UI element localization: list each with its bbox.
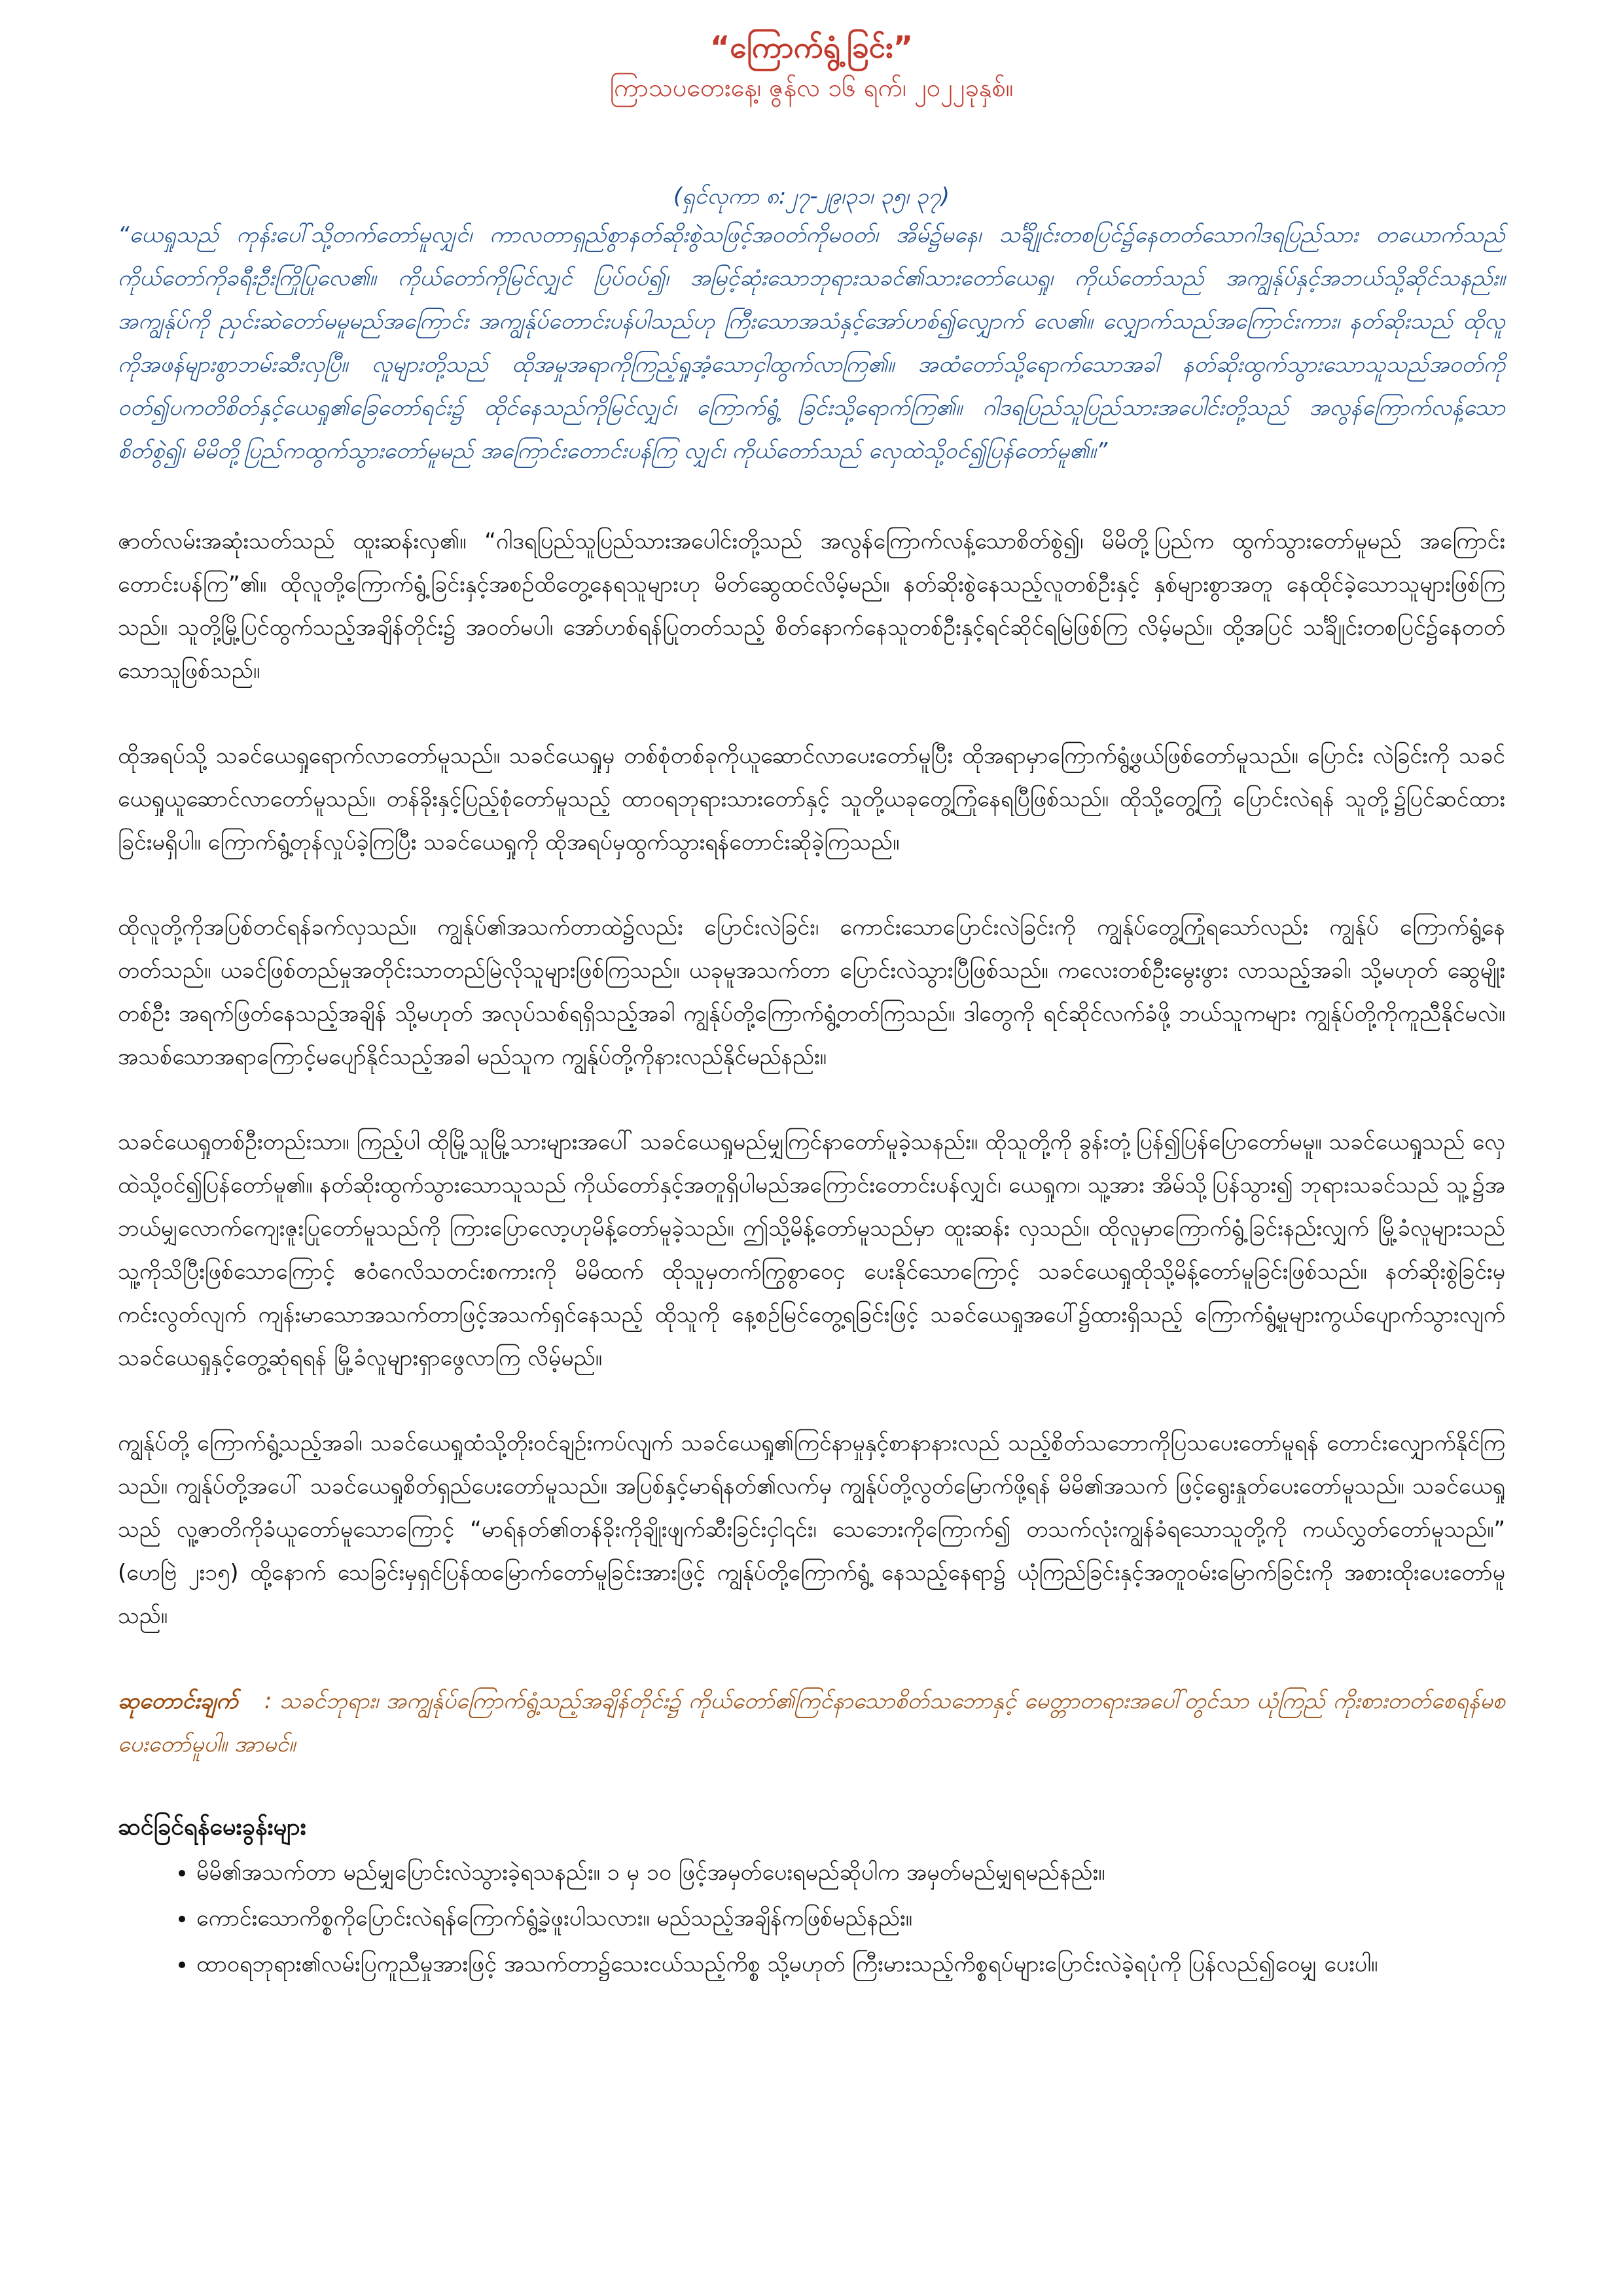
prayer-label: ဆုတောင်းချက်	[118, 1688, 238, 1714]
questions-heading: ဆင်ခြင်ရန်မေးခွန်းများ	[118, 1814, 306, 1840]
body-paragraph: ကျွန်ုပ်တို့ ကြောက်ရွံ့သည့်အခါ၊ သခင်ယေရှုထံသို့တိုးဝင်ချဉ်းကပ်လျက် သခင်ယေရှု၏ကြင်နာမှုနှင့်စာနာနားလည် သည့်စိတ်သဘောကိုပြသပေးတော်မူရန် တောင်းလျှောက်နိုင်ကြသည်။ ကျွန်ုပ်တို့အပေါ် သခင်ယေရှုစိတ်ရှည်ပေးတော်မူသည်။ အပြစ်နှင့်မာရ်နတ်၏လက်မှ ကျွန်ုပ်တို့လွတ်မြောက်ဖို့ရန် မိမိ၏အသက် ဖြင့်ရွေးနှုတ်ပေးတော်မူသည်။ သခင်ယေရှုသည် လူ့ဇာတိကိုခံယူတော်မူသောကြောင့် “မာရ်နတ်၏တန်ခိုးကိုချိုးဖျက်ဆီးခြင်းငှါ၎င်း၊ သေဘေးကိုကြောက်၍ တသက်လုံးကျွန်ခံရသောသူတို့ကို ကယ်လွှတ်တော်မူသည်။” (ဟေဗြဲ ၂း၁၅) ထို့နောက် သေခြင်းမှရှင်ပြန်ထမြောက်တော်မူခြင်းအားဖြင့် ကျွန်ုပ်တို့ကြောက်ရွံ့ နေသည့်နေရာ၌ ယုံကြည်ခြင်းနှင့်အတူဝမ်းမြောက်ခြင်းကို အစားထိုးပေးတော်မူသည်။	[118, 1430, 1505, 1629]
question-item: • မိမိ၏အသက်တာ မည်မျှပြောင်းလဲသွားခဲ့ရသနည်း။ ၁ မှ ၁၀ ဖြင့်အမှတ်ပေးရမည်ဆိုပါက အမှတ်မည်မျှရမည်နည်း။	[196, 1851, 1505, 1894]
body-paragraph: ထိုအရပ်သို့ သခင်ယေရှုရောက်လာတော်မူသည်။ သခင်ယေရှုမှ တစ်စုံတစ်ခုကိုယူဆောင်လာပေးတော်မူပြီး ထိုအရာမှာကြောက်ရွံ့ဖွယ်ဖြစ်တော်မူသည်။ ပြောင်း လဲခြင်းကို သခင်ယေရှုယူဆောင်လာတော်မူသည်။ တန်ခိုးနှင့်ပြည့်စုံတော်မူသည့် ထာဝရဘုရားသားတော်နှင့် သူတို့ယခုတွေ့ကြုံနေရပြီဖြစ်သည်။ ထိုသို့တွေ့ကြုံ ပြောင်းလဲရန် သူတို့၌ပြင်ဆင်ထားခြင်းမရှိပါ။ ကြောက်ရွံ့တုန်လှုပ်ခဲ့ကြပြီး သခင်ယေရှုကို ထိုအရပ်မှထွက်သွားရန်တောင်းဆိုခဲ့ကြသည်။	[118, 743, 1505, 855]
body-paragraph: ဇာတ်လမ်းအဆုံးသတ်သည် ထူးဆန်းလှ၏။ “ဂါဒရပြည်သူပြည်သားအပေါင်းတို့သည် အလွန်ကြောက်လန့်သောစိတ်စွဲ၍၊ မိမိတို့ပြည်က ထွက်သွားတော်မူမည် အကြောင်းတောင်းပန်ကြ”၏။ ထိုလူတို့ကြောက်ရွံ့ခြင်းနှင့်အစဉ်ထိတွေ့နေရသူများဟု မိတ်ဆွေထင်လိမ့်မည်။ နတ်ဆိုးစွဲနေသည့်လူတစ်ဦးနှင့် နှစ်များစွာအတူ နေထိုင်ခဲ့သောသူများဖြစ်ကြသည်။ သူတို့မြို့ပြင်ထွက်သည့်အချိန်တိုင်း၌ အဝတ်မပါ၊ အော်ဟစ်ရန်ပြုတတ်သည့် စိတ်နောက်နေသူတစ်ဦးနှင့်ရင်ဆိုင်ရမြဲဖြစ်ကြ လိမ့်မည်။ ထို့အပြင် သင်္ချိုင်းတစပြင်၌နေတတ်သောသူဖြစ်သည်။	[118, 528, 1505, 684]
prayer-text: : သခင်ဘုရား၊ အကျွန်ုပ်ကြောက်ရွံ့သည့်အချိန်တိုင်း၌ ကိုယ်တော်၏ကြင်နာသောစိတ်သဘောနှင့် မေတ္တာတရားအပေါ်တွင်သာ ယုံကြည် ကိုးစားတတ်စေရန်မစပေးတော်မူပါ။ အာမင်။	[118, 1688, 1505, 1757]
page-title: “ကြောက်ရွံ့ခြင်း”	[709, 29, 913, 65]
prayer	[118, 1679, 1505, 1766]
page-date: ကြာသပတေးနေ့၊ ဇွန်လ ၁၆ ရက်၊ ၂၀၂၂ခုနှစ်။	[609, 73, 1014, 102]
questions-list	[118, 1851, 1505, 1986]
body-paragraph: ထိုလူတို့ကိုအပြစ်တင်ရန်ခက်လှသည်။ ကျွန်ုပ်၏အသက်တာထဲ၌လည်း ပြောင်းလဲခြင်း၊ ကောင်းသောပြောင်းလဲခြင်းကို ကျွန်ုပ်တွေ့ကြုံရသော်လည်း ကျွန်ုပ် ကြောက်ရွံ့နေတတ်သည်။ ယခင်ဖြစ်တည်မှုအတိုင်းသာတည်မြဲလိုသူများဖြစ်ကြသည်။ ယခုမူအသက်တာ ပြောင်းလဲသွားပြီဖြစ်သည်။ ကလေးတစ်ဦးမွေးဖွား လာသည့်အခါ၊ သို့မဟုတ် ဆွေမျိုးတစ်ဦး အရက်ဖြတ်နေသည့်အချိန် သို့မဟုတ် အလုပ်သစ်ရရှိသည့်အခါ ကျွန်ုပ်တို့ကြောက်ရွံ့တတ်ကြသည်။ ဒါတွေကို ရင်ဆိုင်လက်ခံဖို့ ဘယ်သူကများ ကျွန်ုပ်တို့ကိုကူညီနိုင်မလဲ။ အသစ်သောအရာကြောင့်မပျော်နိုင်သည့်အခါ မည်သူက ကျွန်ုပ်တို့ကိုနားလည်နိုင်မည်နည်း။	[118, 914, 1505, 1070]
body-paragraph: သခင်ယေရှုတစ်ဦးတည်းသာ။ ကြည့်ပါ ထိုမြို့သူမြို့သားများအပေါ် သခင်ယေရှုမည်မျှကြင်နာတော်မူခဲ့သနည်း။ ထိုသူတို့ကို ခွန်းတုံ့ပြန်၍ပြန်ပြောတော်မမူ။ သခင်ယေရှုသည် လှေထဲသို့ဝင်၍ပြန်တော်မူ၏။ နတ်ဆိုးထွက်သွားသောသူသည် ကိုယ်တော်နှင့်အတူရှိပါမည်အကြောင်းတောင်းပန်လျှင်၊ ယေရှုက၊ သူ့အား အိမ်သို့ပြန်သွား၍ ဘုရားသခင်သည် သူ့၌အဘယ်မျှလောက်ကျေးဇူးပြုတော်မူသည်ကို ကြားပြောလော့ဟုမိန့်တော်မူခဲ့သည်။ ဤသို့မိန့်တော်မူသည်မှာ ထူးဆန်း လှသည်။ ထိုလူမှာကြောက်ရွံ့ခြင်းနည်းလျှက် မြို့ခံလူများသည် သူ့ကိုသိပြီးဖြစ်သောကြောင့် ဧဝံဂေလိသတင်းစကားကို မိမိထက် ထိုသူမှတက်ကြွစွာဝေငှ ပေးနိုင်သောကြောင့် သခင်ယေရှုထိုသို့မိန့်တော်မူခြင်းဖြစ်သည်။ နတ်ဆိုးစွဲခြင်းမှကင်းလွတ်လျက် ကျန်းမာသောအသက်တာဖြင့်အသက်ရှင်နေသည့် ထိုသူကို နေ့စဉ်မြင်တွေ့ရခြင်းဖြင့် သခင်ယေရှုအပေါ်၌ထားရှိသည့် ကြောက်ရွံ့မှုများကွယ်ပျောက်သွားလျက် သခင်ယေရှုနှင့်တွေ့ဆုံရရန် မြို့ခံလူများရှာဖွေလာကြ လိမ့်မည်။	[118, 1129, 1505, 1371]
scripture-reference: (ရှင်လုကာ ၈:၂၇-၂၉၊၃၁၊ ၃၅၊ ၃၇)	[673, 183, 950, 209]
devotional-page	[118, 26, 1505, 1988]
question-item: • ထာဝရဘုရား၏လမ်းပြကူညီမှုအားဖြင့် အသက်တာ၌သေးငယ်သည့်ကိစ္စ သို့မဟုတ် ကြီးမားသည့်ကိစ္စရပ်များပြောင်းလဲခဲ့ရပုံကို ပြန်လည်၍ဝေမျှ ပေးပါ။	[196, 1943, 1505, 1986]
question-item: • ကောင်းသောကိစ္စကိုပြောင်းလဲရန်ကြောက်ရွံ့ခဲ့ဖူးပါသလား။ မည်သည့်အချိန်ကဖြစ်မည်နည်း။	[196, 1897, 1505, 1940]
scripture-text: “ယေရှုသည် ကုန်းပေါ်သို့တက်တော်မူလျှင်၊ ကာလတာရှည်စွာနတ်ဆိုးစွဲသဖြင့်အဝတ်ကိုမဝတ်၊ အိမ်၌မနေ၊ သင်္ချိုင်းတစပြင်၌နေတတ်သောဂါဒရပြည်သား တယောက်သည် ကိုယ်တော်ကိုခရီးဦးကြိုပြုလေ၏။ ကိုယ်တော်ကိုမြင်လျှင် ပြပ်ဝပ်၍၊ အမြင့်ဆုံးသောဘုရားသခင်၏သားတော်ယေရှု၊ ကိုယ်တော်သည် အကျွန်ုပ်နှင့်အဘယ်သို့ဆိုင်သနည်း။ အကျွန်ုပ်ကို ညှင်းဆဲတော်မမူမည်အကြောင်း အကျွန်ုပ်တောင်းပန်ပါသည်ဟု ကြီးသောအသံနှင့်အော်ဟစ်၍လျှောက် လေ၏။ လျှောက်သည်အကြောင်းကား၊ နတ်ဆိုးသည် ထိုလူကိုအဖန်များစွာဘမ်းဆီးလှပြီ။ လူများတို့သည် ထိုအမှုအရာကိုကြည့်ရှုအံ့သောငှါထွက်လာကြ၏။ အထံတော်သို့ရောက်သောအခါ နတ်ဆိုးထွက်သွားသောသူသည်အဝတ်ကို ဝတ်၍ပကတိစိတ်နှင့်ယေရှု၏ခြေတော်ရင်း၌ ထိုင်နေသည်ကိုမြင်လျှင်၊ ကြောက်ရွံ့ ခြင်းသို့ရောက်ကြ၏။ ဂါဒရပြည်သူပြည်သားအပေါင်းတို့သည် အလွန်ကြောက်လန့်သောစိတ်စွဲ၍၊ မိမိတို့ပြည်ကထွက်သွားတော်မူမည် အကြောင်းတောင်းပန်ကြ လျှင်၊ ကိုယ်တော်သည် လှေထဲသို့ဝင်၍ပြန်တော်မူ၏။”	[118, 222, 1505, 464]
